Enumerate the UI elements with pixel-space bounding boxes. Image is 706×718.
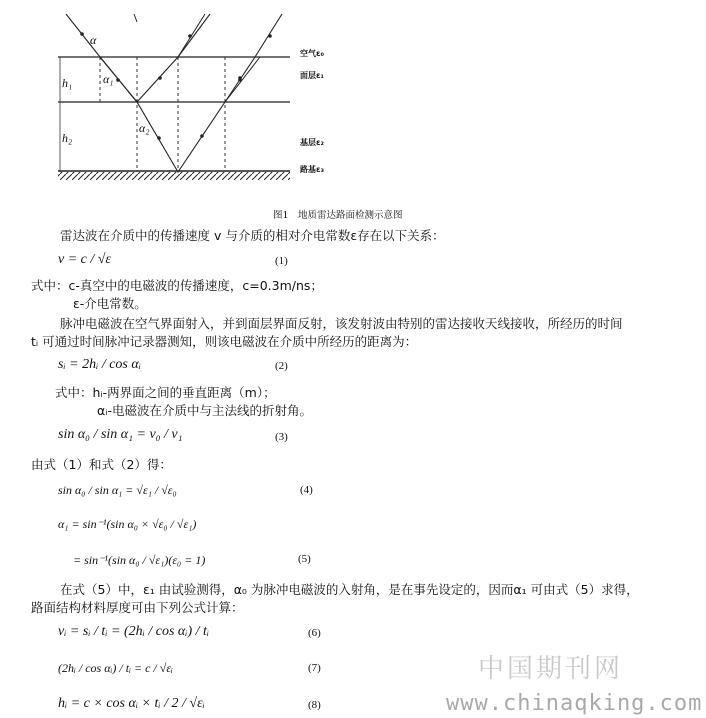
paragraph-2a: 式中：c-真空中的电磁波的传播速度，c=0.3m/ns；: [31, 278, 323, 293]
equation-7-number: (7): [308, 662, 321, 674]
equation-4: sin α₀ / sin α₁ = √ε₁ / √ε₀: [58, 483, 177, 497]
equation-3-number: (3): [275, 431, 288, 443]
equation-6-number: (6): [308, 627, 321, 639]
equation-5-number: (5): [298, 553, 311, 565]
paragraph-4a: 式中：hᵢ-两界面之间的垂直距离（m）；: [55, 385, 276, 400]
radar-diagram: [0, 0, 706, 200]
equation-4-number: (4): [300, 484, 313, 496]
equation-8: hᵢ = c × cos αᵢ × tᵢ / 2 / √εᵢ: [58, 696, 205, 711]
equation-1: v = c / √ε: [58, 252, 111, 267]
equation-2: sᵢ = 2hᵢ / cos αᵢ: [58, 357, 141, 372]
paragraph-5: 由式（1）和式（2）得：: [31, 457, 172, 472]
ground-hatch: [58, 172, 290, 180]
equation-6: vᵢ = sᵢ / tᵢ = (2hᵢ / cos αᵢ) / tᵢ: [58, 624, 210, 639]
paragraph-1: 雷达波在介质中的传播速度 v 与介质的相对介电常数ε存在以下关系：: [60, 228, 445, 243]
reflected-ray-surface: [137, 14, 210, 102]
layer-surface-label: 面层ε₁: [300, 71, 324, 80]
thickness-h2-label: h₂: [62, 131, 73, 145]
watermark-url: www.chinaqking.com: [446, 691, 703, 716]
angle-alpha1-label: α₁: [103, 72, 114, 86]
paragraph-6b: 路面结构材料厚度可由下列公式计算：: [31, 600, 244, 615]
equation-8-number: (8): [308, 699, 321, 711]
equation-7: (2hᵢ / cos αᵢ) / tᵢ = c / √εᵢ: [58, 661, 173, 675]
figure-caption: 图1 地质雷达路面检测示意图: [273, 210, 403, 221]
equation-3: sin α₀ / sin α₁ = v₀ / v₁: [58, 427, 183, 442]
layer-subgrade-label: 路基ε₃: [300, 165, 324, 174]
layer-air-label: 空气ε₀: [300, 49, 324, 58]
equation-2-number: (2): [275, 360, 288, 372]
angle-alpha2-label: α₂: [139, 121, 150, 135]
paragraph-2b: ε-介电常数。: [73, 296, 147, 311]
equation-5b: = sin⁻¹(sin α₀ / √ε₁)(ε₀ = 1): [73, 553, 206, 567]
paragraph-4b: αᵢ-电磁波在介质中与主法线的折射角。: [97, 403, 312, 418]
paragraph-6a: 在式（5）中，ε₁ 由试验测得，α₀ 为脉冲电磁波的入射角，是在事先设定的，因而α₁ 可由式（5）求得，: [60, 582, 639, 597]
angle-alpha0-label: α: [90, 33, 97, 47]
layer-base-label: 基层ε₂: [300, 138, 324, 147]
equation-5a: α₁ = sin⁻¹(sin α₀ × √ε₀ / √ε₁): [58, 517, 197, 531]
watermark-cn: 中国期刊网: [478, 654, 624, 684]
thickness-h1-label: h₁: [62, 76, 73, 90]
incident-refracted-ray: [66, 14, 282, 172]
paragraph-3a: 脉冲电磁波在空气界面射入，并到面层界面反射，该发射波由特别的雷达接收天线接收，所经历的时间: [60, 316, 623, 331]
paragraph-3b: tᵢ 可通过时间脉冲记录器测知，则该电磁波在介质中所经历的距离为：: [31, 334, 418, 349]
equation-1-number: (1): [275, 255, 288, 267]
